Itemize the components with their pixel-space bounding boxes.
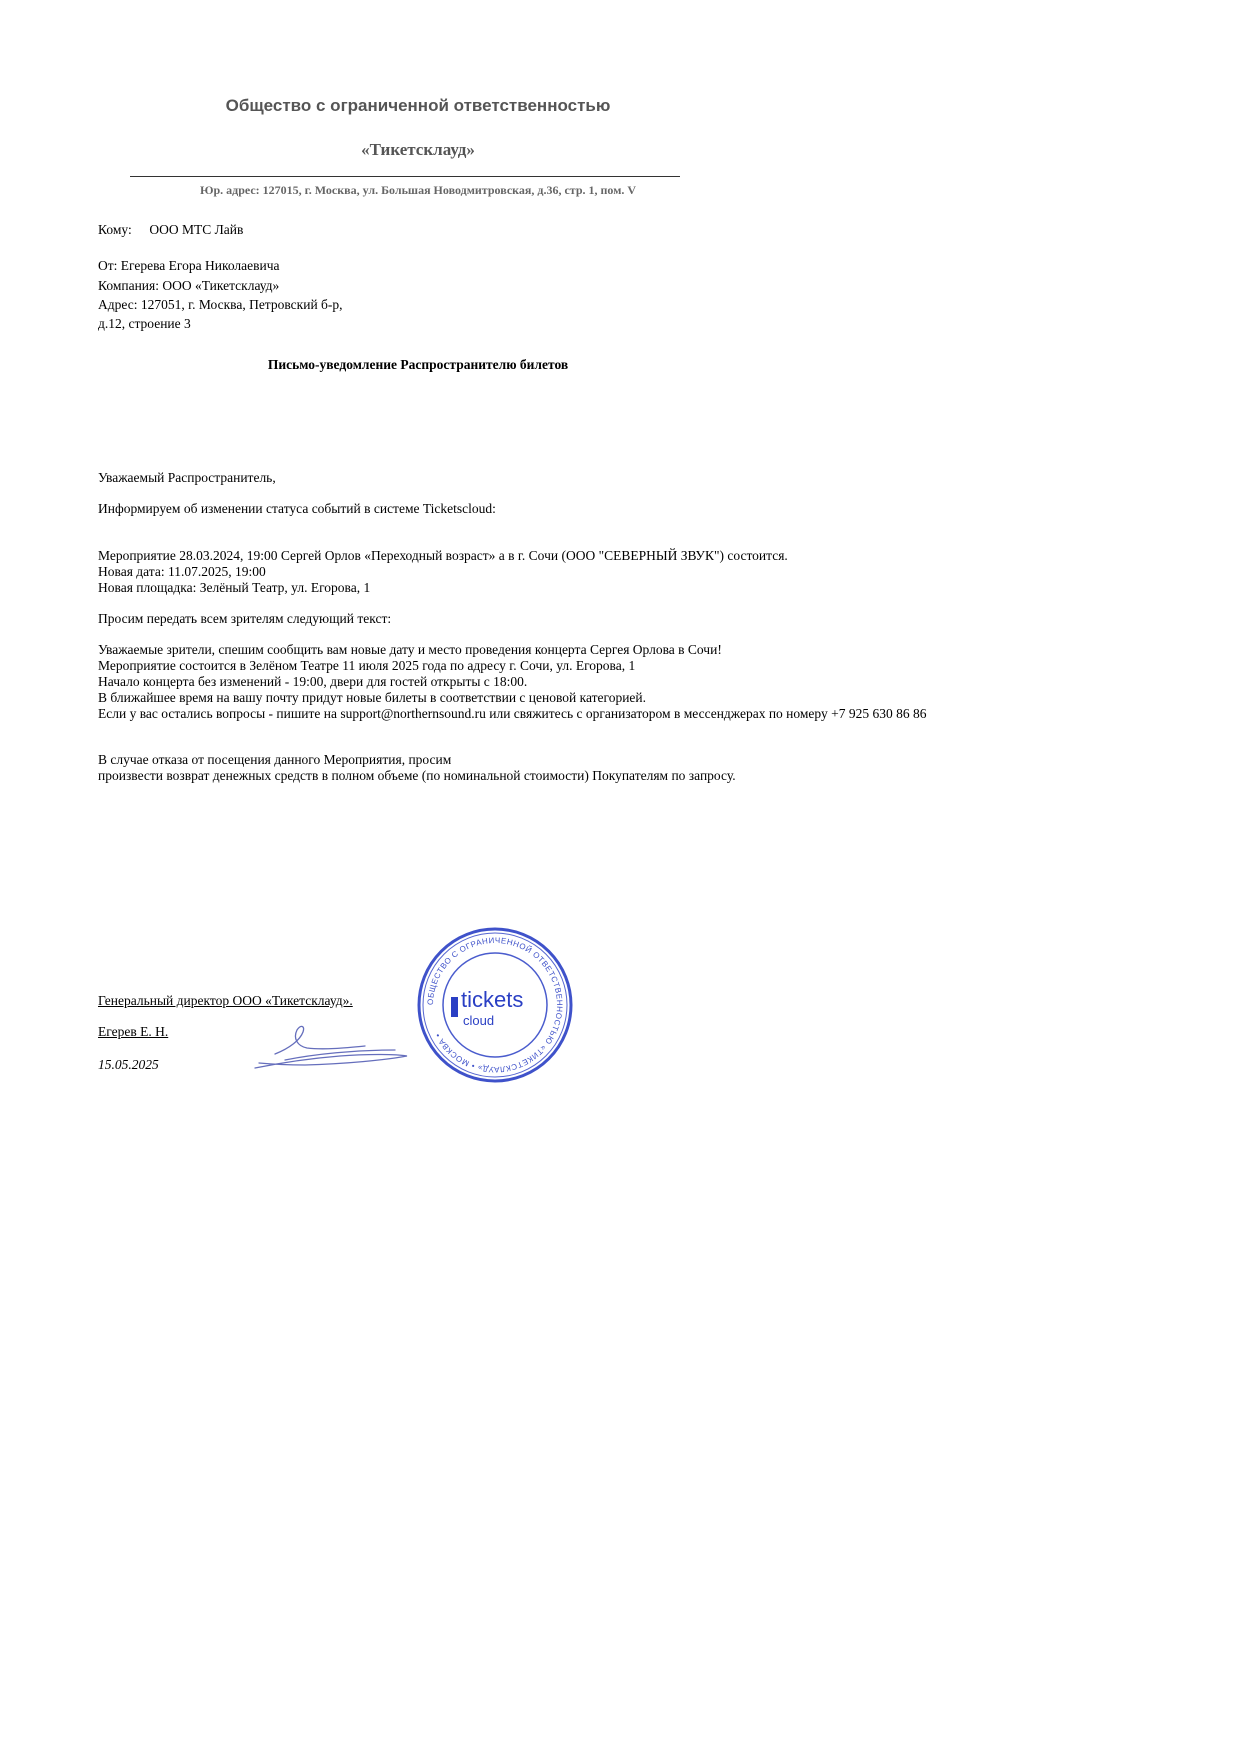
recipient-value: ООО МТС Лайв	[149, 222, 244, 237]
letterhead-org-name: «Тикетсклауд»	[361, 140, 475, 159]
refund-line: произвести возврат денежных средств в полном объеме (по номинальной стоимости) Покупателям по запросу.	[98, 768, 736, 783]
signatory-position: Генеральный директор ООО «Тикетсклауд».	[98, 993, 353, 1008]
signature-date: 15.05.2025	[98, 1057, 159, 1072]
event-line: Мероприятие 28.03.2024, 19:00 Сергей Орлов «Переходный возраст» а в г. Сочи (ООО "СЕВЕРНЫЙ ЗВУК") состоится.	[98, 548, 788, 563]
message-line: Если у вас остались вопросы - пишите на support@northernsound.ru или свяжитесь с организатором в мессенджерах по номеру +7 925 630 86 86	[98, 706, 927, 721]
refund-line: В случае отказа от посещения данного Мероприятия, просим	[98, 752, 452, 767]
refund-block	[98, 752, 736, 784]
sender-company: Компания: ООО «Тикетсклауд»	[98, 278, 280, 293]
sender-address-line1: Адрес: 127051, г. Москва, Петровский б-р,	[98, 297, 343, 312]
letterhead-address: Юр. адрес: 127015, г. Москва, ул. Большая Новодмитровская, д.36, стр. 1, пом. V	[199, 183, 637, 197]
message-line: В ближайшее время на вашу почту придут новые билеты в соответствии с ценовой категорией.	[98, 690, 647, 705]
stamp-logo-cloud: cloud	[463, 1013, 495, 1028]
letterhead-divider	[130, 176, 680, 177]
signatory-name: Егерев Е. Н.	[98, 1024, 169, 1039]
message-line: Мероприятие состоится в Зелёном Театре 11 июля 2025 года по адресу г. Сочи, ул. Егорова, 1	[98, 658, 636, 673]
viewer-message	[98, 642, 926, 722]
sender-address-line2: д.12, строение 3	[98, 316, 191, 331]
message-line: Начало концерта без изменений - 19:00, двери для гостей открыты с 18:00.	[98, 674, 528, 689]
recipient-line	[98, 222, 243, 238]
stamp-ring-text: ОБЩЕСТВО С ОГРАНИЧЕННОЙ ОТВЕТСТВЕННОСТЬЮ «ТИКЕТСКЛАУД» • МОСКВА •	[425, 935, 565, 1075]
event-new-date: Новая дата: 11.07.2025, 19:00	[98, 564, 266, 579]
intro: Информируем об изменении статуса событий в системе Ticketscloud:	[98, 501, 496, 516]
recipient-label: Кому:	[98, 222, 132, 237]
company-stamp	[415, 925, 575, 1085]
message-line: Уважаемые зрители, спешим сообщить вам новые дату и место проведения концерта Сергея Орлова в Сочи!	[98, 642, 722, 657]
event-new-venue: Новая площадка: Зелёный Театр, ул. Егорова, 1	[98, 580, 371, 595]
sender-from: От: Егерева Егора Николаевича	[98, 258, 280, 273]
event-block	[98, 548, 788, 596]
greeting: Уважаемый Распространитель,	[98, 470, 276, 485]
stamp-logo-tickets: tickets	[461, 987, 524, 1012]
handwritten-signature	[245, 1010, 415, 1080]
request-text: Просим передать всем зрителям следующий текст:	[98, 611, 392, 626]
letter-title: Письмо-уведомление Распространителю билетов	[267, 357, 569, 372]
sender-block	[98, 258, 343, 335]
letterhead-org-type: Общество с ограниченной ответственностью	[225, 96, 611, 115]
